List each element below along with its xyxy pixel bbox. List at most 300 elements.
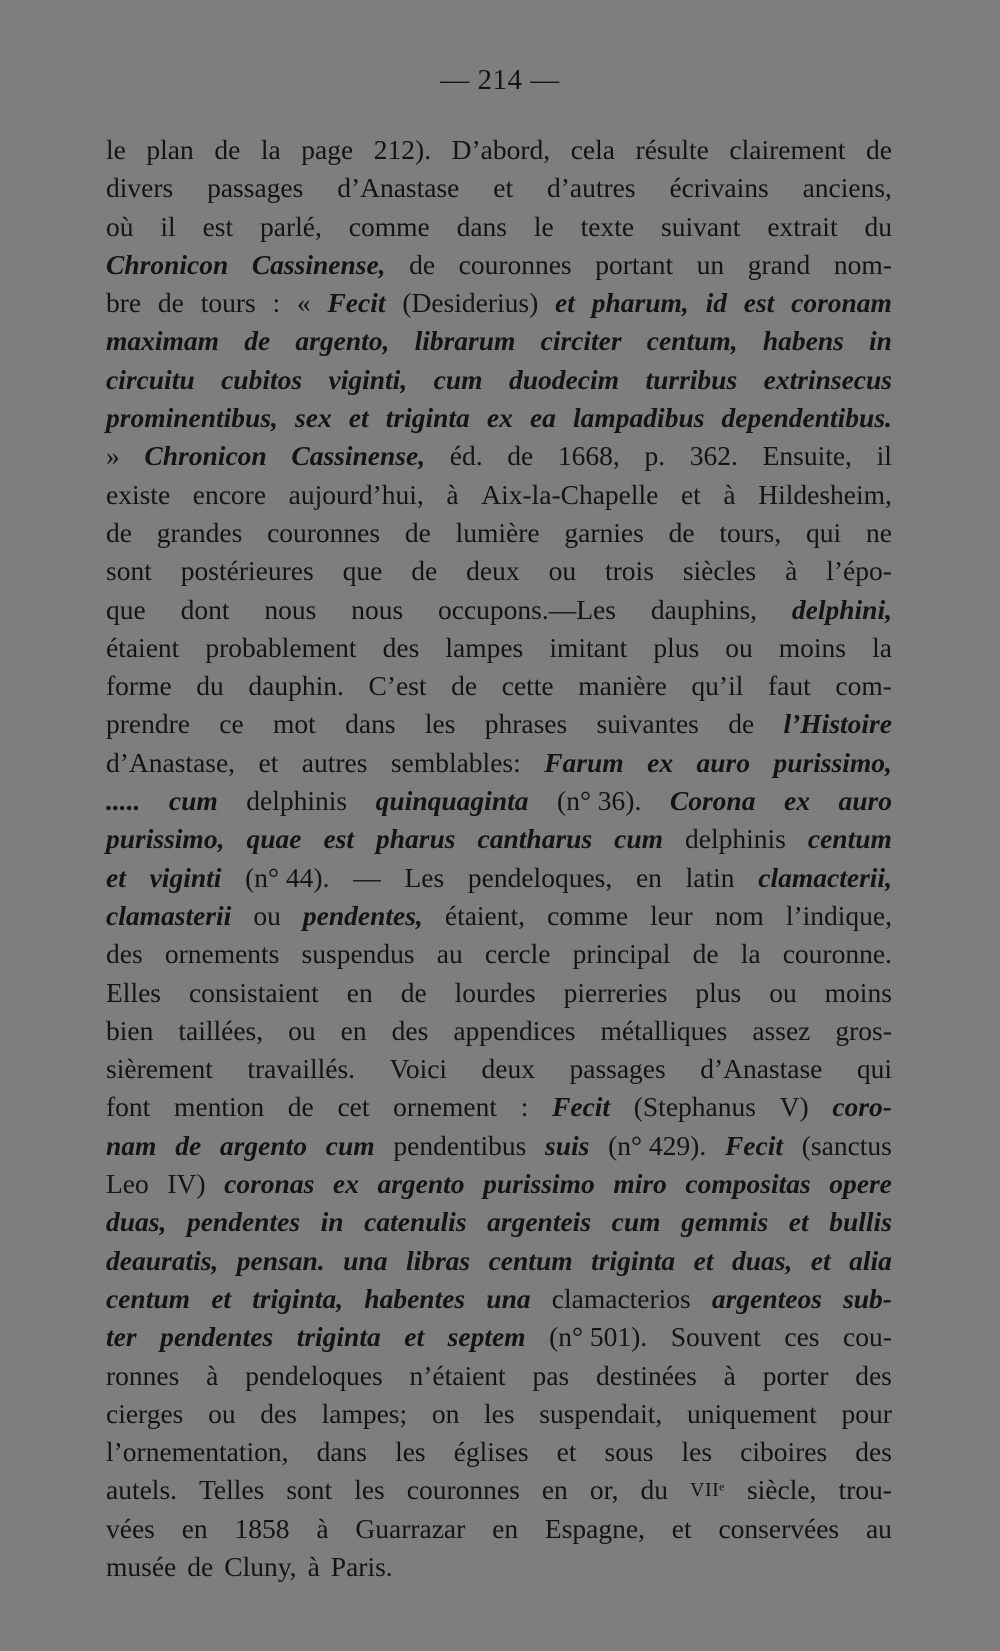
word: où — [106, 210, 134, 242]
word: couronnes — [406, 1474, 520, 1506]
italic-word: quinquaginta — [375, 785, 529, 817]
word: qui — [856, 1053, 892, 1085]
word: (n° 36). — [557, 785, 642, 817]
italic-word: una — [343, 1244, 388, 1276]
word: principal — [572, 938, 671, 970]
italic-word: et — [106, 861, 126, 893]
word: en — [635, 861, 662, 893]
italic-word: Cassinense, — [291, 440, 426, 472]
italic-word: pendentes, — [302, 899, 423, 931]
word: — — [353, 861, 381, 893]
word: éd. — [449, 440, 483, 472]
word: et — [556, 1436, 577, 1468]
word: nous — [351, 593, 404, 625]
word: suivantes — [596, 708, 699, 740]
italic-word: triginta — [296, 1321, 381, 1353]
word: couronne. — [782, 938, 892, 970]
italic-word: ea — [529, 402, 556, 434]
word: : — [520, 1091, 529, 1123]
word: les — [354, 1474, 385, 1506]
word: : — [272, 287, 281, 319]
word: 1858 — [234, 1512, 290, 1544]
italic-word: alia — [849, 1244, 892, 1276]
word: on — [431, 1397, 460, 1429]
italic-word: Fecit — [327, 287, 386, 319]
text-line — [106, 131, 892, 169]
word: leur — [650, 899, 693, 931]
text-line — [106, 169, 892, 207]
italic-word: coronam — [791, 287, 892, 319]
word: à — [307, 1550, 320, 1582]
text-line — [106, 974, 892, 1012]
word: conservées — [718, 1512, 840, 1544]
text-line — [106, 514, 892, 552]
word: passages — [207, 172, 304, 204]
italic-word: duas, — [731, 1244, 793, 1276]
text-line — [106, 552, 892, 590]
italic-word: ter — [106, 1321, 137, 1353]
italic-word: et — [348, 402, 369, 434]
italic-word: maximam — [106, 325, 220, 357]
word: Elles — [106, 976, 161, 1008]
word: de — [728, 708, 755, 740]
word: extrait — [767, 210, 838, 242]
text-line — [106, 1165, 892, 1203]
word: cette — [501, 670, 554, 702]
word: deux — [466, 555, 520, 587]
word: portant — [595, 248, 674, 280]
word: autels. — [106, 1474, 178, 1506]
word: Telles — [199, 1474, 265, 1506]
word: imitant — [549, 631, 628, 663]
word: cou- — [843, 1321, 892, 1353]
word: qu’il — [691, 670, 744, 702]
text-line — [106, 476, 892, 514]
italic-word: et — [555, 287, 575, 319]
word: de — [866, 134, 892, 165]
word: à — [723, 478, 736, 510]
word: de — [411, 555, 438, 587]
text-line — [106, 782, 892, 820]
italic-word: extrinsecus — [763, 363, 892, 395]
word: du — [864, 210, 892, 242]
word: couronnes — [267, 516, 381, 548]
word: comme — [547, 899, 629, 931]
word: 1668, — [557, 440, 620, 472]
text-line — [106, 591, 892, 629]
word: moins — [778, 631, 847, 663]
word: de — [287, 1091, 314, 1123]
word: occupons.—Les — [438, 593, 616, 625]
word: étaient, — [444, 899, 526, 931]
word: clairement — [729, 134, 846, 165]
italic-word: lampadibus — [573, 402, 705, 434]
word: tours — [200, 287, 256, 319]
italic-word: Fecit — [552, 1091, 611, 1123]
italic-word: et — [810, 1244, 831, 1276]
word: suivant — [661, 210, 741, 242]
word: que — [342, 555, 383, 587]
italic-word: de — [175, 1129, 202, 1161]
word: le — [533, 210, 554, 242]
italic-word: viginti, — [328, 363, 408, 395]
body-text — [106, 131, 892, 1586]
word: or, — [589, 1474, 619, 1506]
word: deux — [481, 1053, 536, 1085]
text-line — [106, 667, 892, 705]
italic-word: septem — [447, 1321, 526, 1353]
word: des — [855, 1436, 892, 1468]
text-line — [106, 820, 892, 858]
word: l’ornementation, — [106, 1436, 289, 1468]
word: dans — [456, 210, 508, 242]
word: plan — [146, 134, 194, 165]
italic-word: Fecit — [724, 1129, 784, 1161]
text-line — [106, 322, 892, 360]
word: de — [214, 134, 241, 165]
word: (n° 501). — [549, 1321, 648, 1353]
word: lampes — [445, 631, 524, 663]
italic-word: argento — [219, 1129, 307, 1161]
word: d’Anastase — [700, 1053, 823, 1085]
word: ne — [865, 516, 892, 548]
word: de — [507, 440, 534, 472]
word: les — [424, 708, 456, 740]
italic-word: purissimo, — [106, 823, 225, 855]
italic-word: delphini, — [791, 593, 892, 625]
italic-word: ex — [486, 402, 513, 434]
text-line — [106, 1127, 892, 1165]
word: delphinis — [246, 785, 348, 817]
italic-word: ex — [647, 746, 674, 778]
italic-word: cantharus — [477, 823, 593, 855]
word: vées — [106, 1512, 155, 1544]
italic-word: argento — [377, 1168, 465, 1200]
word: ou — [548, 555, 577, 587]
word: et — [671, 1512, 692, 1544]
word: dans — [316, 1436, 367, 1468]
word: et — [680, 478, 701, 510]
italic-word: Farum — [544, 746, 624, 778]
word: la — [872, 631, 892, 663]
italic-word: libras — [405, 1244, 471, 1276]
text-line — [106, 284, 892, 322]
word: dauphin. — [248, 670, 344, 702]
word: Ensuite, — [762, 440, 852, 472]
word: étaient — [106, 631, 180, 663]
word: 212). — [373, 134, 432, 165]
text-line — [106, 1395, 892, 1433]
word: des — [391, 1014, 429, 1046]
word: font — [106, 1091, 151, 1123]
word: trois — [605, 555, 654, 587]
italic-word: ..... — [106, 785, 141, 817]
italic-word: circiter — [540, 325, 622, 357]
word: siècle, — [746, 1474, 817, 1506]
word: (n° 429). — [608, 1129, 707, 1161]
word: cierges — [106, 1397, 184, 1429]
word: sous — [604, 1436, 654, 1468]
word: les — [395, 1436, 426, 1468]
word: des — [260, 1397, 297, 1429]
text-line — [106, 744, 892, 782]
word: de — [692, 938, 719, 970]
italic-word: cum — [433, 363, 483, 395]
word: D’abord, — [451, 134, 551, 165]
word: assez — [752, 1014, 811, 1046]
italic-word: ex — [783, 785, 810, 817]
word: les — [681, 1436, 713, 1468]
word: V) — [779, 1091, 809, 1123]
word: » — [106, 440, 120, 472]
word: que — [106, 593, 146, 625]
word: en — [346, 976, 373, 1008]
italic-word: Corona — [669, 785, 756, 817]
word: au — [436, 938, 463, 970]
italic-word: sex — [295, 402, 332, 434]
text-line — [106, 1318, 892, 1356]
word: pas — [532, 1359, 570, 1391]
word: C’est — [368, 670, 427, 702]
word: à — [723, 1359, 736, 1391]
word: l’épo- — [826, 555, 892, 587]
italic-word: pharum, — [591, 287, 689, 319]
italic-word: et — [788, 1206, 809, 1238]
word: lampes; — [321, 1397, 408, 1429]
italic-word: clamacterii, — [758, 861, 892, 893]
italic-word: cum — [325, 1129, 375, 1161]
text-line — [106, 1203, 892, 1241]
word: probablement — [205, 631, 357, 663]
word: (sanctus — [801, 1129, 892, 1161]
italic-word: pharus — [376, 823, 456, 855]
word: aujourd’hui, — [288, 478, 424, 510]
text-line — [106, 897, 892, 935]
text-line — [106, 1433, 892, 1471]
word: suspendus — [301, 938, 415, 970]
italic-word: cum — [168, 785, 218, 817]
word: la — [740, 938, 761, 970]
italic-word: bullis — [829, 1206, 892, 1238]
word: existe — [106, 478, 171, 510]
word: nom — [714, 899, 764, 931]
word: est — [202, 210, 234, 242]
italic-word: in — [320, 1206, 344, 1238]
word: delphinis — [685, 823, 786, 855]
word: à — [206, 1359, 219, 1391]
word: bre — [106, 287, 142, 319]
word: Paris. — [330, 1550, 393, 1582]
italic-word: librarum — [414, 325, 516, 357]
italic-word: purissimo — [483, 1168, 595, 1200]
word: dans — [345, 708, 396, 740]
word: qui — [806, 516, 842, 548]
italic-word: miro — [613, 1168, 667, 1200]
italic-word: Chronicon — [106, 248, 229, 280]
word: suspendait, — [539, 1397, 663, 1429]
word: bien — [106, 1014, 154, 1046]
italic-word: est — [743, 287, 775, 319]
word: 362. — [689, 440, 738, 472]
word: de — [106, 516, 132, 548]
word: le — [106, 134, 126, 165]
word: mention — [173, 1091, 265, 1123]
italic-word: argento, — [295, 325, 390, 357]
word: il — [160, 210, 176, 242]
word: taillées, — [178, 1014, 264, 1046]
word: pour — [841, 1397, 892, 1429]
word: d’Anastase, — [106, 746, 236, 778]
word: ou — [725, 631, 753, 663]
italic-word: circuitu — [106, 363, 195, 395]
italic-word: est — [323, 823, 355, 855]
word: appendices — [453, 1014, 576, 1046]
italic-word: gemmis — [681, 1206, 769, 1238]
italic-word: purissimo, — [773, 746, 892, 778]
text-line — [106, 246, 892, 284]
word: Hildesheim, — [758, 478, 892, 510]
italic-word: deauratis, — [106, 1244, 219, 1276]
italic-word: turribus — [645, 363, 738, 395]
italic-word: opere — [829, 1168, 892, 1200]
word: d’Anastase — [337, 172, 460, 204]
word: postérieures — [180, 555, 314, 587]
word: lourdes — [454, 976, 536, 1008]
word: phrases — [484, 708, 568, 740]
word: encore — [192, 478, 267, 510]
text-line — [106, 705, 892, 743]
text-line — [106, 1280, 892, 1318]
word: consistaient — [188, 976, 319, 1008]
italic-word: duodecim — [509, 363, 619, 395]
word: garnies — [564, 516, 644, 548]
word: des — [382, 631, 420, 663]
word: du — [196, 670, 224, 702]
italic-word: nam — [106, 1129, 157, 1161]
word: en — [541, 1474, 568, 1506]
word: grand — [747, 248, 811, 280]
word: ciboires — [740, 1436, 828, 1468]
word: destinées — [596, 1359, 697, 1391]
italic-word: cum — [611, 1206, 661, 1238]
word: de — [157, 287, 184, 319]
word: Souvent — [670, 1321, 761, 1353]
italic-word: argenteis — [487, 1206, 592, 1238]
word: uniquement — [686, 1397, 817, 1429]
italic-word: compositas — [685, 1168, 811, 1200]
word: pendentibus — [393, 1129, 527, 1161]
word: forme — [106, 670, 172, 702]
word: anciens, — [802, 172, 892, 204]
word: IV) — [167, 1168, 206, 1200]
italic-word: viginti — [149, 861, 222, 893]
italic-word: habens — [762, 325, 844, 357]
italic-word: coronas — [224, 1168, 315, 1200]
italic-word: centum — [807, 823, 892, 855]
word: texte — [580, 210, 635, 242]
word: et — [258, 746, 279, 778]
text-line — [106, 935, 892, 973]
word: églises — [453, 1436, 529, 1468]
word: page — [301, 134, 354, 165]
italic-word: una — [486, 1282, 531, 1314]
word: grandes — [156, 516, 243, 548]
italic-word: prominentibus, — [106, 402, 278, 434]
word: passages — [569, 1053, 666, 1085]
italic-word: Cassinense, — [251, 248, 386, 280]
word: musée — [106, 1550, 177, 1582]
text-line — [106, 859, 892, 897]
italic-word: duas, — [106, 1206, 167, 1238]
italic-word: l’Histoire — [783, 708, 892, 740]
text-line — [106, 1242, 892, 1280]
word: sièrement — [106, 1053, 213, 1085]
word: p. — [644, 440, 666, 472]
italic-word: sub- — [843, 1282, 892, 1314]
word: écrivains — [669, 172, 769, 204]
word: VIIᵉ — [690, 1479, 725, 1502]
word: sont — [286, 1474, 333, 1506]
word: Les — [404, 861, 445, 893]
word: à — [316, 1512, 329, 1544]
word: et — [493, 172, 514, 204]
word: les — [484, 1397, 515, 1429]
word: « — [296, 287, 311, 319]
italic-word: pendentes — [160, 1321, 274, 1353]
word: (n° 44). — [245, 861, 330, 893]
word: ou — [288, 1014, 316, 1046]
italic-word: triginta, — [252, 1282, 344, 1314]
word: ce — [219, 708, 244, 740]
word: moins — [824, 976, 892, 1008]
italic-word: triginta — [385, 402, 470, 434]
text-line — [106, 1471, 892, 1509]
word: résulte — [635, 134, 709, 165]
word: nous — [264, 593, 317, 625]
italic-word: et — [693, 1244, 714, 1276]
italic-word: de — [244, 325, 271, 357]
word: trou- — [838, 1474, 892, 1506]
word: Aix-la-Chapelle — [481, 478, 659, 510]
italic-word: centum — [106, 1282, 191, 1314]
text-line — [106, 437, 892, 475]
italic-word: et — [211, 1282, 232, 1314]
word: à — [785, 555, 798, 587]
italic-word: centum — [488, 1244, 573, 1276]
word: sont — [106, 555, 152, 587]
word: latin — [685, 861, 735, 893]
text-line — [106, 361, 892, 399]
word: de — [451, 670, 478, 702]
word: pendeloques — [245, 1359, 383, 1391]
italic-word: id — [705, 287, 727, 319]
word: ou — [769, 976, 797, 1008]
word: ou — [253, 899, 281, 931]
italic-word: centum, — [646, 325, 738, 357]
word: prendre — [106, 708, 190, 740]
word: en — [181, 1512, 208, 1544]
text-line — [106, 1510, 892, 1548]
word: (Desiderius) — [402, 287, 539, 319]
word: plus — [653, 631, 700, 663]
italic-word: quae — [246, 823, 302, 855]
word: Leo — [106, 1168, 149, 1200]
word: de — [668, 516, 695, 548]
italic-word: in — [869, 325, 892, 357]
word: siècles — [682, 555, 757, 587]
word: de — [187, 1550, 214, 1582]
word: semblables: — [390, 746, 521, 778]
